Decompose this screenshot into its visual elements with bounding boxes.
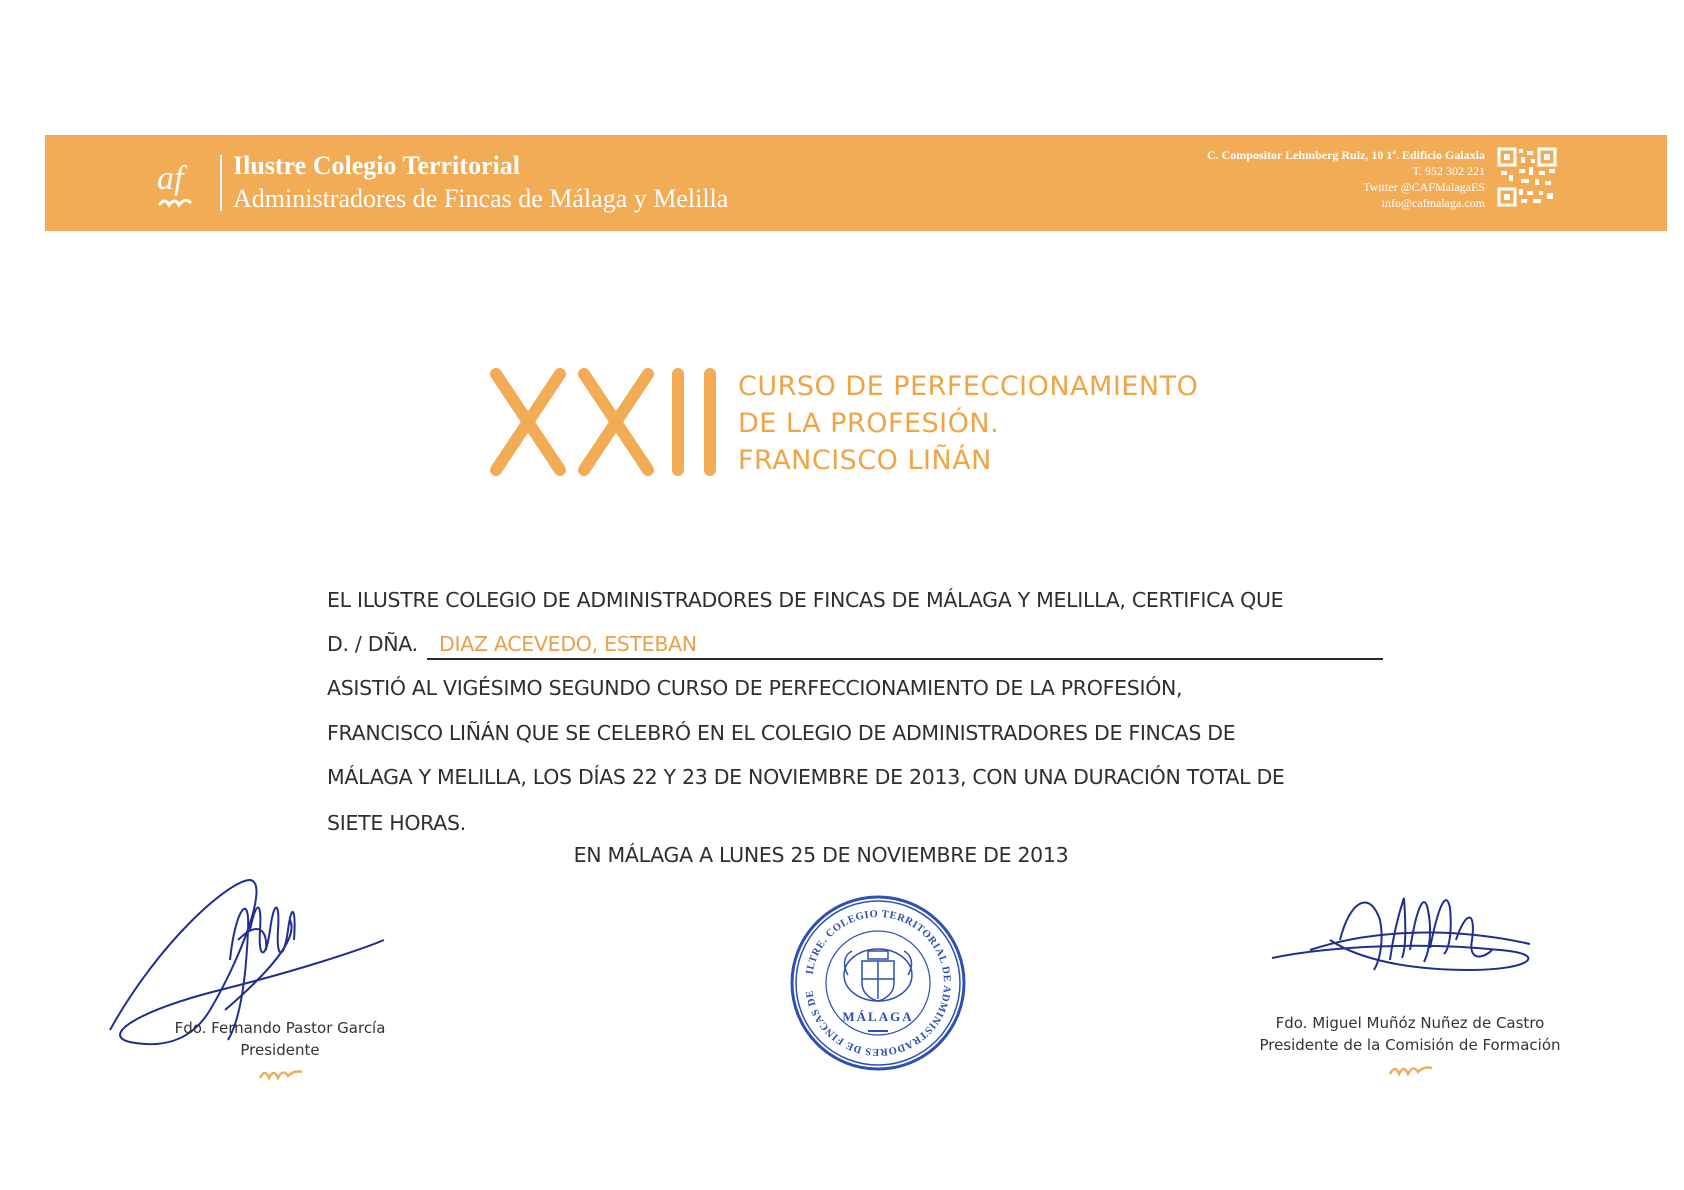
contact-twitter: Twitter @CAFMalagaES — [1363, 180, 1485, 194]
course-title-line-2: DE LA PROFESIÓN. — [738, 408, 1000, 439]
certificate-intro: EL ILUSTRE COLEGIO DE ADMINISTRADORES DE FINCAS DE MÁLAGA Y MELILLA, CERTIFICA QUE — [327, 588, 1284, 612]
certificate-line-6: SIETE HORAS. — [327, 811, 466, 835]
af-mini-logo-icon — [1388, 1062, 1434, 1076]
left-signer-role: Presidente — [240, 1041, 320, 1059]
right-signer — [1245, 1012, 1575, 1056]
af-logo-icon — [155, 155, 235, 215]
svg-text:MÁLAGA: MÁLAGA — [842, 1009, 914, 1024]
org-subtitle: Administradores de Fincas de Málaga y Melilla — [233, 184, 729, 213]
svg-text:XXII: XXII — [488, 368, 490, 369]
course-number-graphic — [488, 368, 724, 476]
contact-phone: T. 952 302 221 — [1412, 164, 1485, 178]
svg-text:ILTRE. COLEGIO TERRITORIAL DE: ILTRE. COLEGIO TERRITORIAL DE ADMINISTRADORES DE FINCAS DE — [804, 908, 953, 1058]
right-signer-role: Presidente de la Comisión de Formación — [1259, 1036, 1561, 1054]
course-title-line-1: CURSO DE PERFECCIONAMIENTO — [738, 371, 1199, 402]
left-signer-name: Fdo. Fernando Pastor García — [174, 1019, 386, 1037]
right-signer-name: Fdo. Miguel Muñóz Nuñez de Castro — [1275, 1014, 1545, 1032]
contact-address: C. Compositor Lehmberg Ruiz, 10 1ª. Edificio Galaxia — [1206, 148, 1485, 162]
recipient-name-line — [427, 632, 1383, 660]
certificate-line-4: FRANCISCO LIÑÁN QUE SE CELEBRÓ EN EL COLEGIO DE ADMINISTRADORES DE FINCAS DE — [327, 721, 1236, 745]
logo-divider — [220, 155, 222, 211]
qr-code-icon — [1497, 147, 1557, 207]
recipient-name: DIAZ ACEVEDO, ESTEBAN — [439, 632, 697, 656]
header-banner — [45, 135, 1667, 231]
right-signature — [1270, 880, 1570, 990]
course-title — [738, 368, 1198, 479]
contact-email: info@cafmalaga.com — [1381, 196, 1485, 210]
certificate-line-3: ASISTIÓ AL VIGÉSIMO SEGUNDO CURSO DE PERFECCIONAMIENTO DE LA PROFESIÓN, — [327, 676, 1183, 700]
course-title-line-3: FRANCISCO LIÑÁN — [738, 445, 992, 476]
recipient-label: D. / DÑA. — [327, 632, 418, 656]
place-date: EN MÁLAGA A LUNES 25 DE NOVIEMBRE DE 2013 — [573, 843, 1069, 867]
recipient-row — [327, 632, 1387, 656]
svg-text:af: af — [157, 160, 184, 197]
official-seal — [788, 893, 968, 1073]
contact-block — [1207, 147, 1485, 211]
af-mini-logo-icon — [258, 1066, 304, 1080]
left-signer — [160, 1017, 400, 1061]
certificate-line-5: MÁLAGA Y MELILLA, LOS DÍAS 22 Y 23 DE NOVIEMBRE DE 2013, CON UNA DURACIÓN TOTAL DE — [327, 765, 1285, 789]
coat-of-arms-icon — [844, 949, 912, 1001]
org-title: Ilustre Colegio Territorial — [233, 151, 520, 180]
